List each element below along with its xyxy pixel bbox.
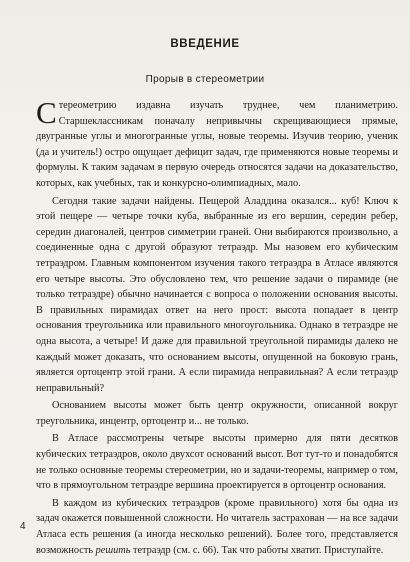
section-subtitle: Прорыв в стереометрии [145, 74, 265, 85]
paragraph-4: В Атласе рассмотрены четыре высоты примерно для пяти десятков кубических тетраэдров, около двухсот оснований высот. Вот тут-то и понадобятся не только основные теоремы стереометрии, но и задачи-теоремы, например о том, что в прямоугольном тетраэдре вершина проектируется в ортоцентр основания. [36, 433, 398, 492]
paragraph-5 [36, 496, 398, 558]
paragraph-5-text-a: В каждом из кубических тетраэдров (кроме правильного) хотя бы одна из задач окажется повышенной сложности. Но читатель застрахован — на все задачи Атласа есть решения (а иногда несколько решений). Более того, представляется возможность [36, 497, 398, 556]
paragraph-5-emphasis: решить [95, 544, 131, 556]
page-title: ВВЕДЕНИЕ [170, 38, 240, 50]
drop-cap: С [36, 95, 57, 130]
paragraph-2: Сегодня такие задачи найдены. Пещерой Аладдина оказался... куб! Ключ к этой пещере — четыре точки куба, выбранные из его вершин, середин ребер, середин диагоналей, центров симметрии граней. Они выбираются произвольно, а соединенные одна с другой образуют тетраэдр. Мы назовем его кубическим тетраэдром. Главным компонентом изучения такого тетраэдра в Атласе являются его четыре высоты. Это обусловлено тем, что решение задачи о пирамиде (не только тетраэдре) обычно начинается с вопроса о положении основания высоты. В правильных пирамидах ответ на него прост: высота попадает в центр основания треугольника или правильного многоугольника. Однако в тетраэдре не одна высота, а четыре! И даже для правильной треугольной пирамиды далеко не каждый может доказать, что основанием высоты, опущенной на боковую грань, является ортоцентр этой грани. А если пирамида неправильная? А если тетраэдр неправильный? [36, 195, 398, 394]
paragraph-1-text: тереометрию издавна изучать труднее, чем планиметрию. Старшеклассникам поначалу непривычны скрещивающиеся прямые, двугранные углы и многогранные углы, новые теоремы. Изучив теорию, ученик (да и учитель!) остро ощущает дефицит задач, где применяются новые теоремы и формулы. К таким задачам в первую очередь относятся задачи на доказательство, которых, как учебных, так и конкурсно-олимпиадных, мало. [36, 100, 398, 189]
bleed-through-text [330, 10, 410, 105]
paragraph-5-text-b: тетраэдр (см. с. 66). Так что работы хватит. Приступайте. [130, 544, 384, 556]
paragraph-1 [36, 95, 398, 192]
paragraph-3: Основанием высоты может быть центр окружности, описанной вокруг треугольника, инцентр, ортоцентр и... не только. [36, 400, 398, 427]
body-text [36, 95, 398, 560]
page-number: 4 [20, 521, 26, 532]
